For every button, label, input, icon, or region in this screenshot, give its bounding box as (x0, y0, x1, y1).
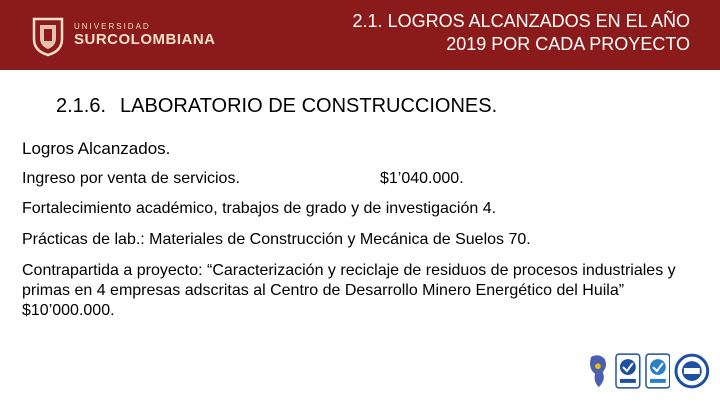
slide-header-title: 2.1. LOGROS ALCANZADOS EN EL AÑO 2019 POR CADA PROYECTO (352, 11, 690, 54)
logo-name: SURCOLOMBIANA (74, 31, 216, 48)
colombia-map-icon (585, 353, 611, 389)
section-heading (56, 95, 497, 118)
section-title-text: LABORATORIO DE CONSTRUCCIONES. (120, 95, 498, 117)
certification-badge-icon (615, 353, 641, 389)
income-value: $1’040.000. (380, 170, 464, 187)
shield-emblem-icon (30, 13, 66, 57)
university-logo (30, 12, 216, 58)
quality-seal-icon (674, 353, 710, 389)
footer-logos (585, 350, 710, 392)
header-bar (0, 0, 720, 70)
content-body (22, 139, 682, 332)
paragraph-lab-practices: Prácticas de lab.: Materiales de Construcción y Mecánica de Suelos 70. (22, 231, 531, 248)
section-number: 2.1.6. (56, 95, 107, 117)
income-label: Ingreso por venta de servicios. (22, 170, 240, 187)
paragraph-academic: Fortalecimiento académico, trabajos de grado y de investigación 4. (22, 200, 497, 217)
certification-badge-icon (645, 353, 671, 389)
income-row (22, 169, 682, 189)
paragraph-counterpart: Contrapartida a proyecto: “Caracterización y reciclaje de residuos de procesos industriales y primas en 4 empresas adscritas al Centro de Desarrollo Minero Energético del Huila” $10’000.000. (22, 262, 676, 319)
logo-subtitle: UNIVERSIDAD (74, 22, 151, 31)
subtitle: Logros Alcanzados. (22, 139, 171, 158)
